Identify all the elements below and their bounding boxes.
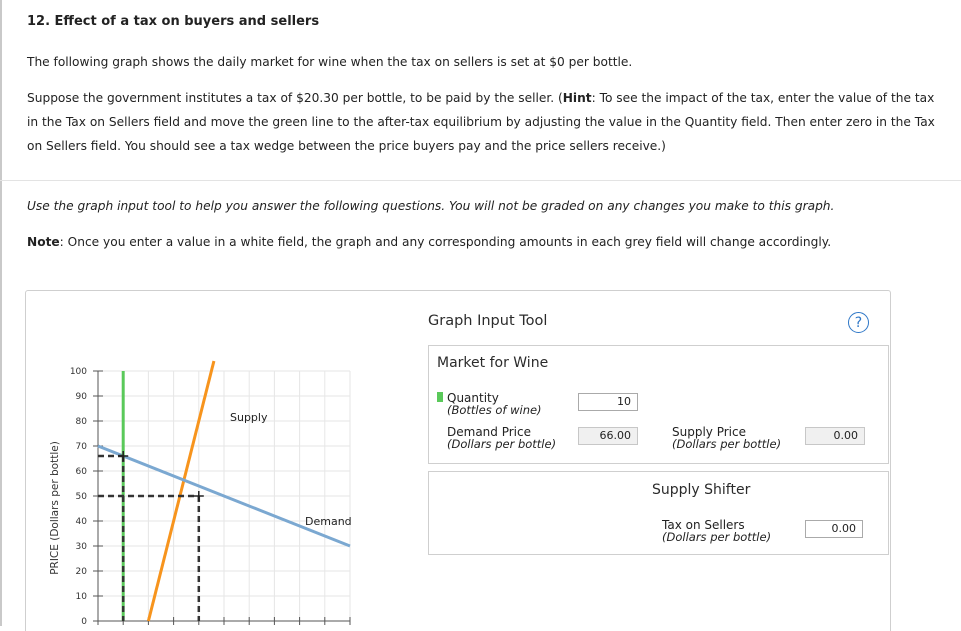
quantity-field[interactable]: 10 — [578, 393, 638, 411]
supply-price-field: 0.00 — [805, 427, 865, 445]
tool-usage-note: Use the graph input tool to help you answer the following questions. You will not be graded on any changes you make to this graph. — [27, 199, 835, 213]
demand-price-field: 66.00 — [578, 427, 638, 445]
demand-price-unit: (Dollars per bottle) — [447, 437, 557, 451]
y-tick-label: 60 — [75, 467, 87, 477]
graph-input-tool-title: Graph Input Tool — [428, 313, 548, 329]
demand-price-label — [447, 426, 556, 450]
supply-curve-label: Supply — [230, 411, 268, 424]
hint-label: Hint — [562, 91, 592, 105]
y-tick-label: 0 — [81, 617, 87, 626]
quantity-label-text: Quantity — [447, 391, 499, 405]
quantity-color-marker — [437, 392, 443, 402]
y-tick-label: 100 — [69, 367, 87, 377]
quantity-unit: (Bottles of wine) — [447, 403, 542, 417]
y-tick-label: 10 — [75, 592, 87, 602]
y-axis-label: PRICE (Dollars per bottle) — [49, 441, 61, 575]
supply-price-label-text: Supply Price — [672, 425, 746, 439]
y-tick-label: 20 — [75, 567, 87, 577]
help-button[interactable]: ? — [848, 312, 869, 333]
y-tick-label: 80 — [75, 417, 87, 427]
note-label: Note — [27, 235, 60, 249]
supply-curve[interactable] — [148, 361, 214, 621]
tax-on-sellers-field[interactable]: 0.00 — [805, 520, 863, 538]
note-text: : Once you enter a value in a white field, the graph and any corresponding amounts in each grey field will change accordingly. — [59, 235, 832, 249]
market-title: Market for Wine — [437, 355, 549, 371]
supply-shifter-title: Supply Shifter — [652, 482, 751, 498]
intro-text: The following graph shows the daily market for wine when the tax on sellers is set at $0 per bottle. — [27, 55, 633, 69]
demand-curve-label: Demand — [305, 515, 352, 528]
y-tick-label: 70 — [75, 442, 87, 452]
instructions-text-a: Suppose the government institutes a tax of $20.30 per bottle, to be paid by the seller. ( — [27, 91, 563, 105]
instructions-text-b: : To see the impact of the tax, enter the value of the tax in the Tax on Sellers field and move the green line to the after-tax equilibrium by adjusting the value in the Quantity field. Then enter zero in the Tax on Sellers field. You should see a tax wedge between the price buyers pay and the price sellers receive.) — [27, 91, 935, 153]
tax-on-sellers-label — [662, 519, 771, 543]
y-tick-label: 50 — [75, 492, 87, 502]
tax-unit: (Dollars per bottle) — [662, 530, 772, 544]
y-tick-label: 40 — [75, 517, 87, 527]
y-tick-label: 90 — [75, 392, 87, 402]
y-tick-label: 30 — [75, 542, 87, 552]
supply-price-unit: (Dollars per bottle) — [672, 437, 782, 451]
demand-price-label-text: Demand Price — [447, 425, 531, 439]
question-title: 12. Effect of a tax on buyers and sellers — [27, 14, 320, 29]
quantity-label — [447, 392, 542, 416]
tax-label-text: Tax on Sellers — [662, 518, 745, 532]
supply-price-label — [672, 426, 781, 450]
